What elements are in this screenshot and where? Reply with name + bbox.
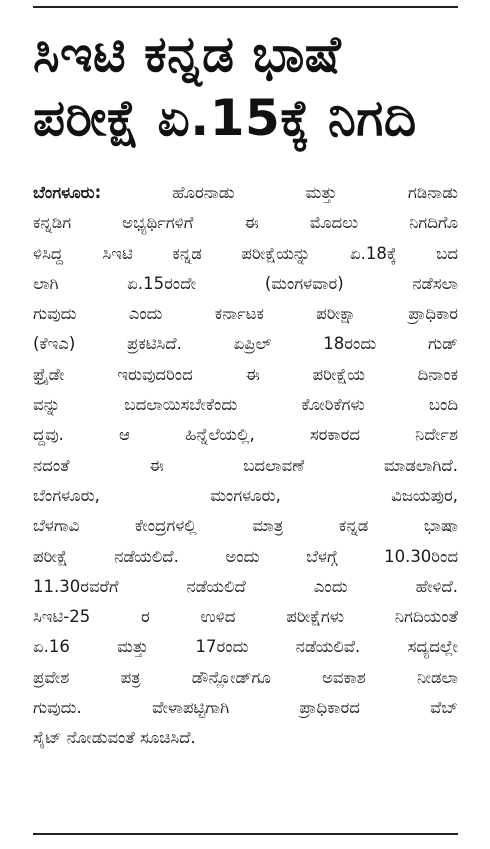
bottom-rule (33, 833, 458, 835)
article-body (33, 178, 458, 754)
article-line: ಪ್ರವೇಶ ಪತ್ರ ಡೌನ್ಲೋಡ್‌ಗೂ ಅವಕಾಶ ನೀಡಲಾ (33, 667, 458, 687)
article-line: ಲಾಗಿ ಏ.15ರಂದೇ (ಮಂಗಳವಾರ) ನಡೆಸಲಾ (33, 273, 458, 293)
article-line: 11.30ರವರೆಗೆ ನಡೆಯಲಿದೆ ಎಂದು ಹೇಳಿದೆ. (33, 576, 458, 596)
article-line: ಳಿಸಿದ್ದ ಸಿಇಟಿ ಕನ್ನಡ ಪರೀಕ್ಷೆಯನ್ನು ಏ.18ಕ್ಕೆ ಬದ (33, 243, 458, 263)
article-line: ವನ್ನು ಬದಲಾಯಿಸಬೇಕೆಂದು ಕೋರಿಕೆಗಳು ಬಂದಿ (33, 395, 458, 415)
article-line: ಕನ್ನಡಿಗ ಅಭ್ಯರ್ಥಿಗಳಿಗೆ ಈ ಮೊದಲು ನಿಗದಿಗೊ (33, 213, 458, 233)
article-line: ದ್ದವು. ಆ ಹಿನ್ನೆಲೆಯಲ್ಲಿ, ಸರಕಾರದ ನಿರ್ದೇಶ (33, 425, 458, 445)
article-line: ನದಂತೆ ಈ ಬದಲಾವಣೆ ಮಾಡಲಾಗಿದೆ. (33, 455, 458, 475)
article-line (33, 178, 458, 208)
article-line: ಗುವುದು ಎಂದು ಕರ್ನಾಟಕ ಪರೀಕ್ಷಾ ಪ್ರಾಧಿಕಾರ (33, 304, 458, 324)
headline (33, 22, 463, 150)
top-rule (33, 6, 458, 8)
article-line: ಬೆಂಗಳೂರು, ಮಂಗಳೂರು, ವಿಜಯಪುರ, (33, 485, 458, 505)
article-line: ಸಿಇಟಿ-25 ರ ಉಳಿದ ಪರೀಕ್ಷೆಗಳು ನಿಗದಿಯಂತೆ (33, 607, 458, 627)
dateline: ಬೆಂಗಳೂರು: (33, 183, 102, 202)
article-line: ಪರೀಕ್ಷೆ ನಡೆಯಲಿದೆ. ಅಂದು ಬೆಳಗ್ಗೆ 10.30ರಿಂದ (33, 546, 458, 566)
article-line-text: ಹೊರನಾಡು ಮತ್ತು ಗಡಿನಾಡು (101, 183, 458, 202)
article-line: ಗುವುದು. ವೇಳಾಪಟ್ಟಿಗಾಗಿ ಪ್ರಾಧಿಕಾರದ ವೆಬ್ (33, 698, 458, 718)
headline-line-2: ಪರೀಕ್ಷೆ ಏ.15ಕ್ಕೆ ನಿಗದಿ (33, 89, 417, 147)
article-line: ಫ್ರೈಡೇ ಇರುವುದರಿಂದ ಈ ಪರೀಕ್ಷೆಯ ದಿನಾಂಕ (33, 364, 458, 384)
headline-line-1: ಸಿಇಟಿ ಕನ್ನಡ ಭಾಷೆ (33, 25, 342, 83)
article-line: ಬೆಳಗಾವಿ ಕೇಂದ್ರಗಳಲ್ಲಿ ಮಾತ್ರ ಕನ್ನಡ ಭಾಷಾ (33, 516, 458, 536)
article-line: ಏ.16 ಮತ್ತು 17ರಂದು ನಡೆಯಲಿವೆ. ಸದ್ಯದಲ್ಲೇ (33, 637, 458, 657)
article-line-last: ಸೈಟ್ ನೋಡುವಂತೆ ಸೂಚಿಸಿದೆ. (33, 728, 196, 748)
article-line: (ಕೆಇಎ) ಪ್ರಕಟಿಸಿದೆ. ಏಪ್ರಿಲ್ 18ರಂದು ಗುಡ್ (33, 334, 458, 354)
